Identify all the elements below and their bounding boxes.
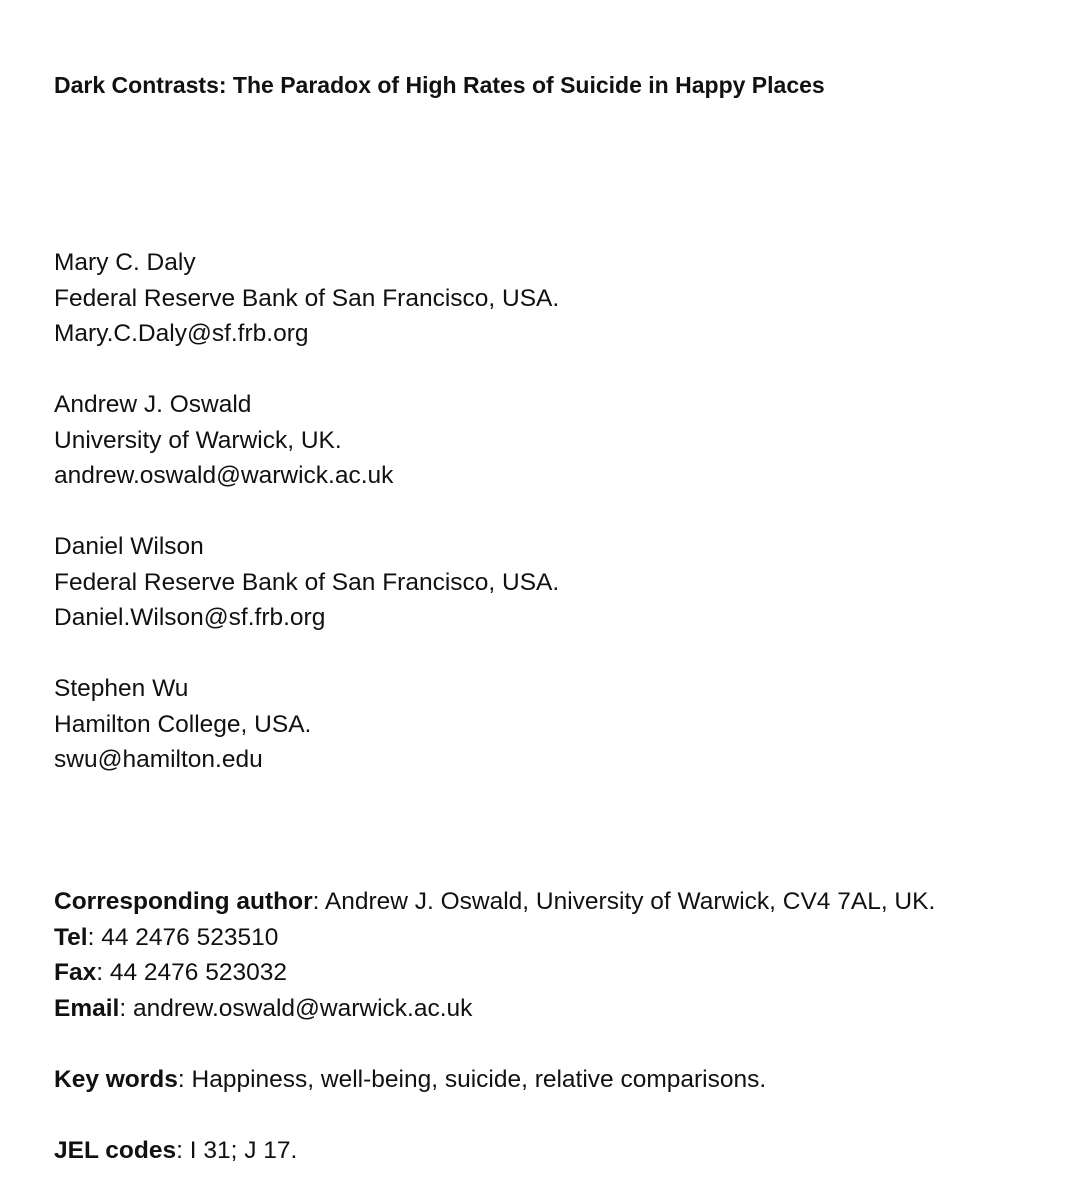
paper-title: Dark Contrasts: The Paradox of High Rates of Suicide in Happy Places (54, 72, 825, 98)
correspondence-block (54, 884, 935, 1026)
author-email: Daniel.Wilson@sf.frb.org (54, 604, 326, 631)
author-name: Stephen Wu (54, 675, 189, 702)
author-affiliation: University of Warwick, UK. (54, 426, 342, 454)
author-affiliation: Hamilton College, USA. (54, 710, 312, 738)
author-affiliation: Federal Reserve Bank of San Francisco, USA. (54, 284, 560, 312)
author-affiliation: Federal Reserve Bank of San Francisco, USA. (54, 568, 560, 596)
tel-value: : 44 2476 523510 (87, 923, 279, 951)
keywords-line (54, 1062, 766, 1098)
email-label: Email (54, 994, 120, 1022)
keywords-value: : Happiness, well-being, suicide, relative comparisons. (177, 1066, 767, 1093)
tel-line (54, 920, 935, 956)
corresponding-author-line (54, 884, 935, 920)
jel-codes-value: : I 31; J 17. (176, 1137, 298, 1164)
author-block-3 (54, 529, 559, 636)
fax-line (54, 955, 935, 991)
fax-value: : 44 2476 523032 (96, 959, 287, 986)
corresponding-author-value: : Andrew J. Oswald, University of Warwick, CV4 7AL, UK. (312, 888, 936, 915)
author-name: Mary C. Daly (54, 249, 196, 276)
author-block-1 (54, 245, 559, 352)
author-block-2 (54, 387, 393, 494)
email-value: : andrew.oswald@warwick.ac.uk (119, 994, 473, 1022)
author-block-4 (54, 671, 311, 778)
author-email: Mary.C.Daly@sf.frb.org (54, 320, 309, 347)
author-email: swu@hamilton.edu (54, 746, 263, 773)
jel-codes-label: JEL codes (54, 1137, 177, 1164)
keywords-label: Key words (54, 1066, 178, 1093)
tel-label: Tel (54, 923, 88, 951)
jel-codes-line (54, 1133, 297, 1169)
email-line (54, 991, 935, 1027)
fax-label: Fax (54, 959, 97, 986)
corresponding-author-label: Corresponding author (54, 888, 313, 915)
author-name: Andrew J. Oswald (54, 391, 252, 418)
author-email: andrew.oswald@warwick.ac.uk (54, 462, 394, 489)
author-name: Daniel Wilson (54, 533, 204, 560)
